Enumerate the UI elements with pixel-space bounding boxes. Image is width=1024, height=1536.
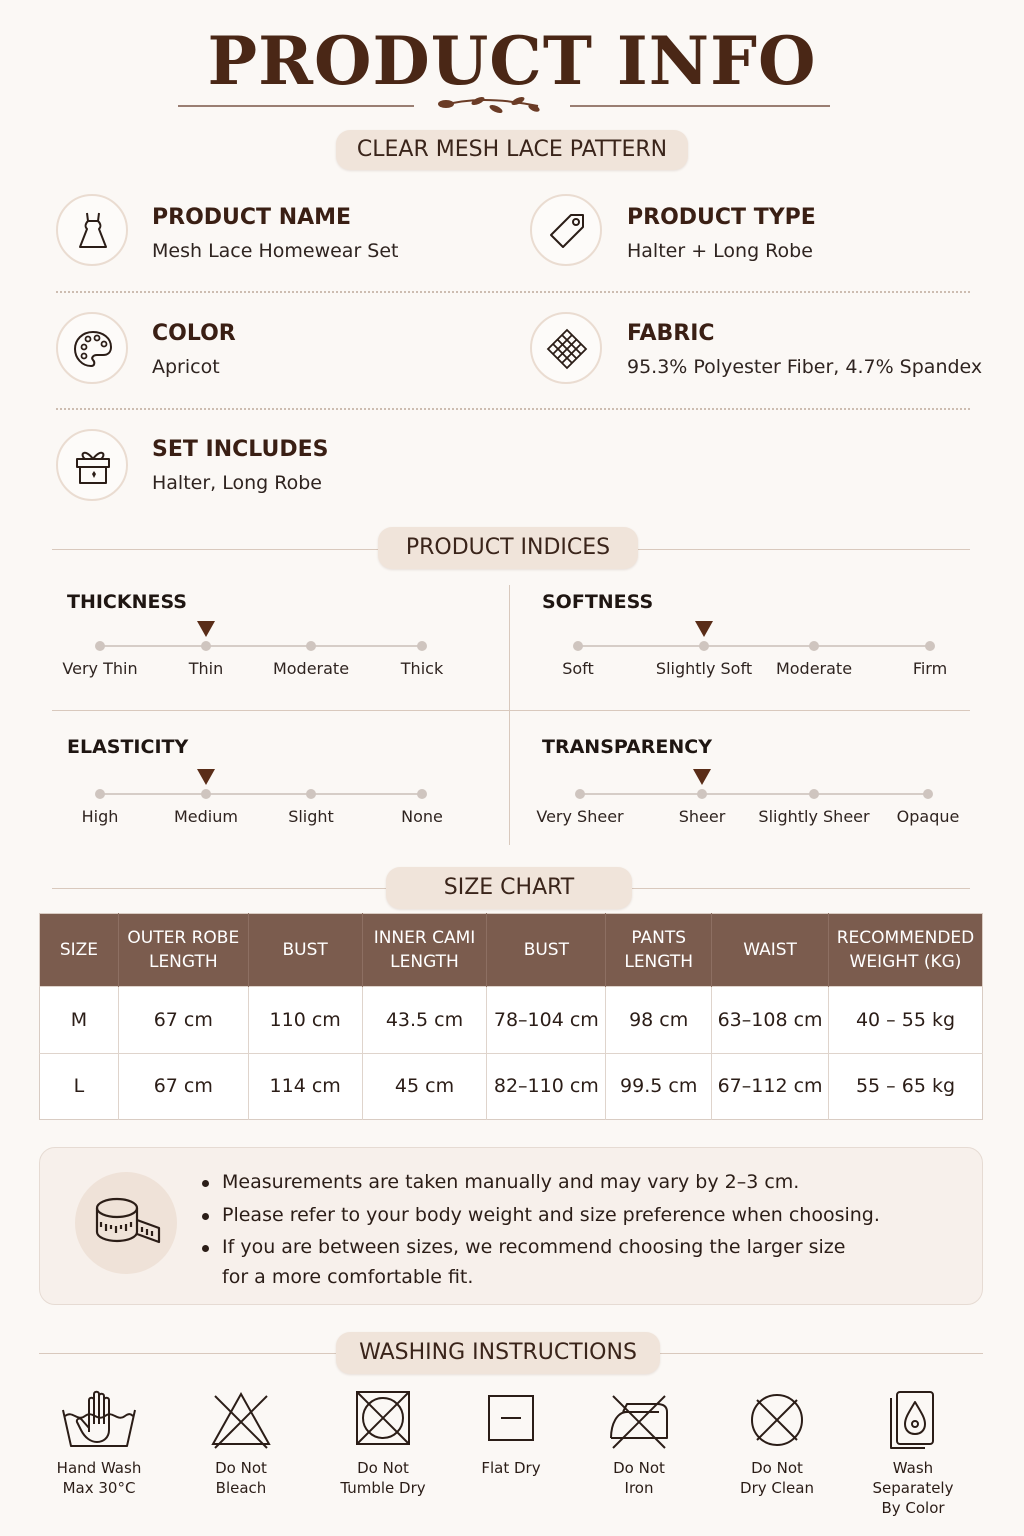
scale-dot [201,789,211,799]
column-header-line: OUTER ROBE [127,928,240,948]
scale-track [100,645,422,647]
bullet [202,1213,209,1220]
wash-label-line: Tumble Dry [340,1479,426,1497]
title-ornament [178,94,830,118]
pattern-badge: CLEAR MESH LACE PATTERN [336,130,688,170]
scale-dot [699,641,709,651]
mesh-icon [545,327,589,371]
scale-dot [573,641,583,651]
scale-dot [809,789,819,799]
wash-label [34,1458,164,1498]
scale-track [578,645,930,647]
gift-icon [71,444,115,488]
column-header [828,914,982,987]
no-tumble-dry-icon [343,1388,423,1452]
column-header-line: BUST [282,940,328,960]
scale-dot [417,641,427,651]
scale-label: High [81,807,119,826]
size-chart-heading: SIZE CHART [386,867,632,909]
transparency-title: TRANSPARENCY [542,736,712,758]
wash-separately-icon [873,1388,953,1452]
column-header-line: BUST [523,940,569,960]
size-chart-table [39,913,983,1120]
scale-dot [306,789,316,799]
product-name-value: Mesh Lace Homewear Set [152,240,399,262]
scale-track [100,793,422,795]
washing-heading: WASHING INSTRUCTIONS [336,1332,660,1374]
notes-icon-circle [75,1172,177,1274]
column-header-line: LENGTH [390,952,459,972]
scale-label: Thin [188,659,224,678]
wash-label-line: Do Not [613,1459,665,1477]
scale-dot [809,641,819,651]
column-header-line: RECOMMENDED [836,928,975,948]
table-cell: 45 cm [362,1053,487,1120]
tag-icon [545,209,589,253]
scale-dot [417,789,427,799]
fabric-value: 95.3% Polyester Fiber, 4.7% Spandex [627,356,983,378]
column-header [487,914,606,987]
column-header-line: WAIST [743,940,797,960]
scale-dot [201,641,211,651]
column-header-line: SIZE [59,940,99,960]
no-dry-clean-icon [737,1388,817,1452]
measuring-tape-icon [75,1172,177,1274]
wash-label-line: Hand Wash [56,1459,142,1477]
product-name-label: PRODUCT NAME [152,205,352,230]
wash-label-line: Bleach [215,1479,267,1497]
scale-dot [923,789,933,799]
column-header-line: LENGTH [148,952,218,972]
scale-label: Medium [174,807,238,826]
product-type-value: Halter + Long Robe [627,240,813,262]
scale-dot [925,641,935,651]
color-icon-circle [56,312,128,384]
palette-icon [71,327,115,371]
fabric-icon-circle [530,312,602,384]
thickness-scale [30,625,490,685]
scale-label: Sheer [678,807,726,826]
scale-dot [575,789,585,799]
wash-label [446,1458,576,1478]
scale-label: None [401,807,443,826]
fabric-label: FABRIC [627,321,715,346]
note-text: Please refer to your body weight and size preference when choosing. [222,1204,880,1226]
scale-dot [306,641,316,651]
table-cell: 43.5 cm [362,987,487,1054]
wash-label [318,1458,448,1498]
set-includes-value: Halter, Long Robe [152,472,322,494]
scale-label: Thick [400,659,444,678]
table-cell: 67–112 cm [712,1053,829,1120]
wash-label-line: Dry Clean [740,1479,814,1497]
product-type-icon-circle [530,194,602,266]
table-cell: 67 cm [118,1053,248,1120]
table-row [40,987,983,1054]
product-name-icon-circle [56,194,128,266]
column-header-line: PANTS [631,928,687,948]
scale-selected-marker [197,769,215,785]
wash-label [712,1458,842,1498]
table-cell: 63–108 cm [712,987,829,1054]
scale-label: Moderate [272,659,350,678]
scale-label: Slightly Sheer [758,807,870,826]
table-cell: 110 cm [248,987,362,1054]
set-includes-icon-circle [56,429,128,501]
scale-label: Slightly Soft [655,659,753,678]
color-label: COLOR [152,321,236,346]
note-text: If you are between sizes, we recommend choosing the larger size [222,1236,846,1258]
table-cell: 67 cm [118,987,248,1054]
column-header-line: INNER CAMI [373,928,476,948]
set-includes-label: SET INCLUDES [152,437,329,462]
scale-dot [95,641,105,651]
wash-label-line: By Color [881,1499,945,1517]
wash-label-line: Max 30°C [62,1479,136,1497]
wash-label-line: Do Not [751,1459,803,1477]
column-header [606,914,712,987]
bullet [202,1180,209,1187]
softness-title: SOFTNESS [542,591,654,613]
scale-selected-marker [197,621,215,637]
divider [56,291,970,293]
thickness-title: THICKNESS [67,591,187,613]
color-value: Apricot [152,356,220,378]
divider [56,408,970,410]
column-header [362,914,487,987]
wash-label-line: Separately [872,1479,954,1497]
wash-label-line: Flat Dry [481,1459,541,1477]
column-header [248,914,362,987]
table-row [40,1053,983,1120]
dress-icon [71,209,115,253]
scale-label: Very Thin [62,659,138,678]
scale-selected-marker [693,769,711,785]
transparency-scale [508,773,1000,833]
indices-horizontal-divider [52,710,970,711]
scale-label: Firm [912,659,948,678]
indices-heading: PRODUCT INDICES [378,527,638,569]
scale-label: Opaque [896,807,960,826]
hand-wash-icon [59,1388,139,1452]
column-header [712,914,829,987]
table-header-row [40,914,983,987]
no-bleach-icon [201,1388,281,1452]
table-cell: 98 cm [606,987,712,1054]
scale-label: Moderate [775,659,853,678]
wash-label [574,1458,704,1498]
scale-label: Soft [562,659,594,678]
table-cell: 40 – 55 kg [828,987,982,1054]
wash-label [176,1458,306,1498]
product-type-label: PRODUCT TYPE [627,205,816,230]
column-header-line: WEIGHT (KG) [849,952,962,972]
table-cell: 82–110 cm [487,1053,606,1120]
no-iron-icon [599,1388,679,1452]
scale-track [580,793,928,795]
wash-label-line: Do Not [357,1459,409,1477]
table-cell: 55 – 65 kg [828,1053,982,1120]
elasticity-title: ELASTICITY [67,736,189,758]
flat-dry-icon [471,1388,551,1452]
table-cell: 114 cm [248,1053,362,1120]
column-header [118,914,248,987]
table-cell: L [40,1053,119,1120]
wash-label [848,1458,978,1518]
table-cell: M [40,987,119,1054]
page-title: PRODUCT INFO [207,22,817,100]
wash-label-line: Do Not [215,1459,267,1477]
softness-scale [508,625,1000,685]
scale-dot [697,789,707,799]
table-cell: 99.5 cm [606,1053,712,1120]
table-cell: 78–104 cm [487,987,606,1054]
scale-dot [95,789,105,799]
scale-label: Very Sheer [536,807,624,826]
scale-label: Slight [288,807,334,826]
wash-label-line: Iron [624,1479,654,1497]
wash-label-line: Wash [892,1459,934,1477]
note-text: for a more comfortable fit. [222,1266,474,1288]
column-header-line: LENGTH [624,952,694,972]
elasticity-scale [30,773,490,833]
column-header [40,914,119,987]
scale-selected-marker [695,621,713,637]
note-text: Measurements are taken manually and may vary by 2–3 cm. [222,1171,800,1193]
bullet [202,1245,209,1252]
